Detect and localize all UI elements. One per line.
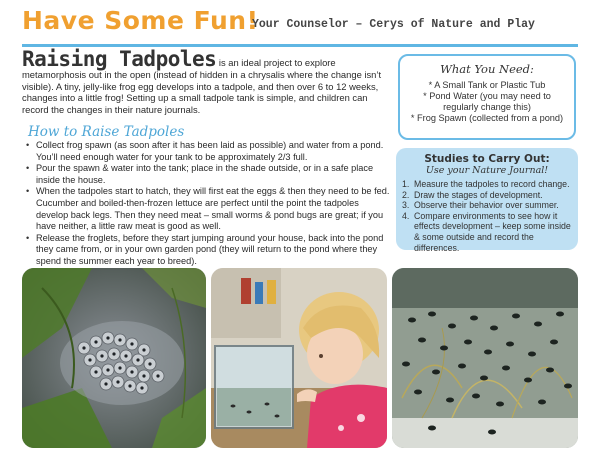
study-number: 3. [402, 200, 410, 211]
need-item: * Frog Spawn (collected from a pond) [410, 113, 564, 123]
intro-text: is an ideal project to explore metamorphosis out in the open (instead of hidden in a chrysalis where the change isn’t visible). A tiny, jelly-like frog egg develops into a tadpole, and then over 6 to 12 weeks, changes into a little frog! Setting up a small tadpole tank is simple, and children can record the changes in their nature journals. [22, 57, 382, 116]
intro-paragraph [22, 47, 392, 116]
study-item [402, 179, 572, 190]
studies-list [402, 179, 572, 253]
tadpoles-tank-photo [392, 268, 578, 448]
study-number: 2. [402, 189, 410, 200]
tadpoles-tank-image [392, 268, 578, 448]
page-title: Have Some Fun! [22, 6, 259, 35]
page-subtitle: Your Counselor – Cerys of Nature and Play [252, 18, 535, 31]
what-you-need-title: What You Need: [440, 62, 534, 76]
studies-subtitle: Use your Nature Journal! [425, 165, 549, 176]
how-to-step: • Pour the spawn & water into the tank; place in the shade outside, or in a safe place inside the house. [26, 163, 392, 186]
study-text: Draw the stages of development. [414, 189, 543, 200]
how-to-list [26, 140, 392, 268]
study-item [402, 190, 572, 201]
how-to-step: • Collect frog spawn (as soon after it has been laid as possible) and water from a pond. You’ll need enough water for your tank to be approximately 2/3 full. [26, 140, 392, 163]
studies-box [396, 148, 578, 253]
how-to-step: • Release the froglets, before they start jumping around your house, back into the pond they came from, or in your own garden pond (they will return to the pond where they spend the summer each year to breed). [26, 233, 392, 268]
how-to-step: • When the tadpoles start to hatch, they will first eat the eggs & then they need to be fed. Cucumber and boiled-then-frozen lettuce are perfect until the point the tadpoles develop back legs. Then they need meat – small worms & pond bugs are great; if you have neither, a little raw meat is good as well. [26, 186, 392, 232]
study-text: Compare environments to see how it effects development – keep some inside & some outside and record the differences. [414, 210, 571, 253]
study-item [402, 211, 572, 253]
frog-spawn-photo [22, 268, 206, 448]
study-text: Observe their behavior over summer. [414, 200, 559, 211]
study-text: Measure the tadpoles to record change. [414, 179, 570, 189]
studies-title: Studies to Carry Out: [424, 153, 550, 165]
need-item: * Pond Water (you may need to regularly change this) [423, 91, 551, 112]
need-item: * A Small Tank or Plastic Tub [428, 80, 546, 90]
study-number: 1. [402, 179, 410, 189]
how-to-heading: How to Raise Tadpoles [28, 124, 185, 140]
intro-heading: Raising Tadpoles [22, 47, 217, 71]
what-you-need-box [398, 54, 576, 140]
study-number: 4. [402, 210, 410, 221]
child-with-tank-image [211, 268, 387, 448]
study-item [402, 200, 572, 211]
frog-spawn-image [22, 268, 206, 448]
page-header [22, 6, 582, 46]
child-with-tank-photo [211, 268, 387, 448]
